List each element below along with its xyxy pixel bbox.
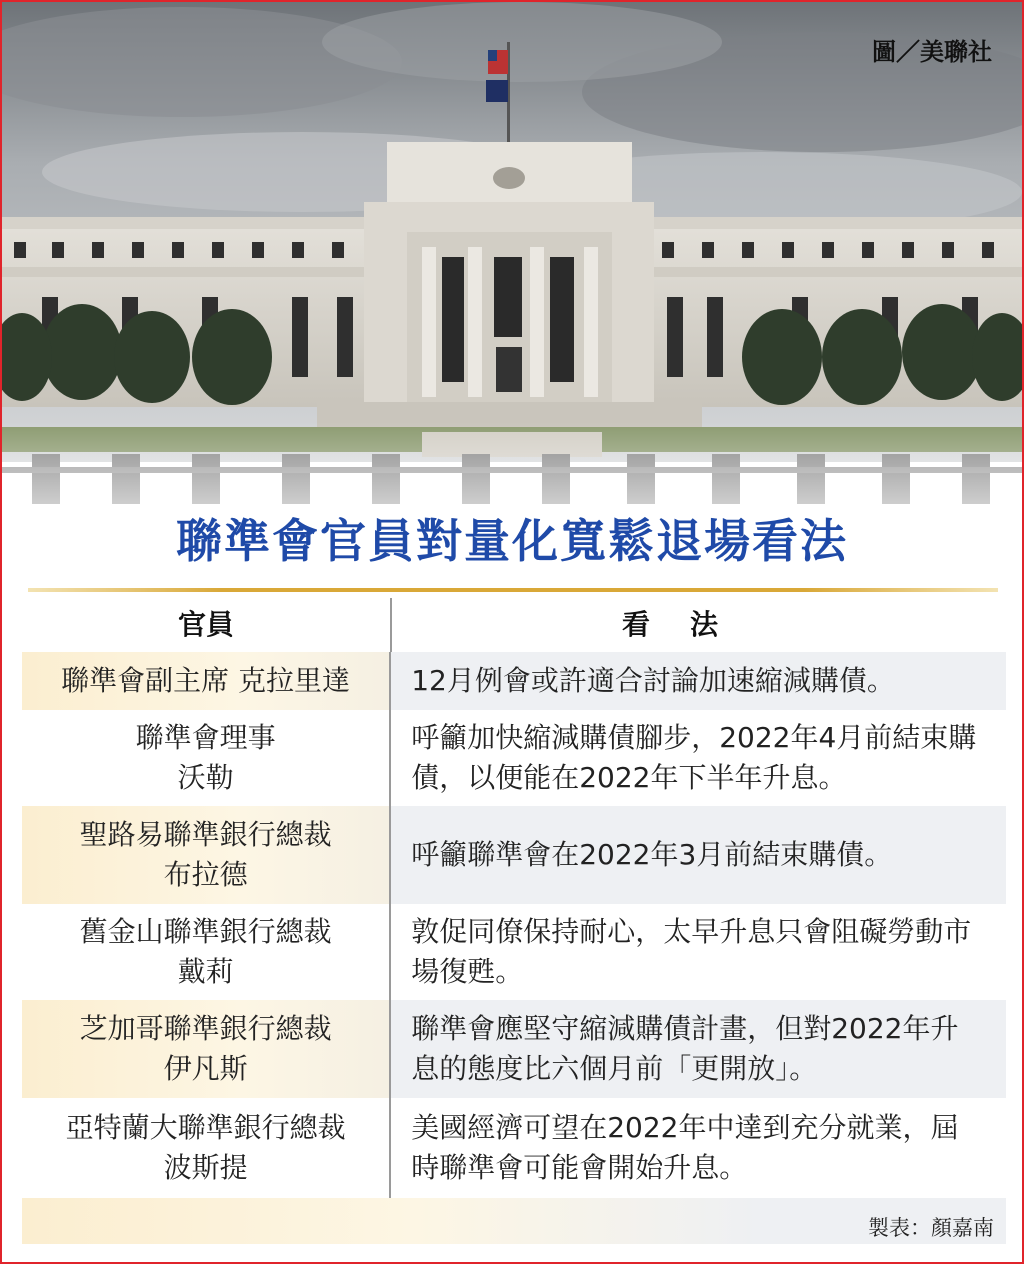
official-name: 戴莉 [177,955,234,988]
view-text: 12月例會或許適合討論加速縮減購債。 [411,664,895,697]
officials-table [22,598,1006,1198]
official-title: 亞特蘭大聯準銀行總裁 [65,1111,346,1144]
photo-credit: 圖／美聯社 [872,38,992,66]
official-cell [22,806,389,904]
view-text: 呼籲加快縮減購債腳步，2022年4月前結束購債，以便能在2022年下半年升息。 [411,721,977,794]
table-row [22,710,1006,806]
official-cell [22,904,389,1000]
table-row [22,652,1006,710]
header-official: 官員 [177,608,234,641]
table-row [22,1000,1006,1098]
table-row [22,904,1006,1000]
view-cell [389,1098,1006,1198]
official-title: 芝加哥聯準銀行總裁 [79,1012,332,1045]
table-row [22,806,1006,904]
maker-credit: 製表：顏嘉南 [868,1216,994,1240]
view-text: 聯準會應堅守縮減購債計畫，但對2022年升息的態度比六個月前「更開放」。 [411,1012,959,1085]
view-cell [389,904,1006,1000]
official-cell [22,710,389,806]
official-title: 舊金山聯準銀行總裁 [79,915,332,948]
table-header-row [22,598,1006,652]
table-row [22,1098,1006,1198]
official-name: 聯準會副主席 克拉里達 [61,664,351,697]
infographic-title: 聯準會官員對量化寬鬆退場看法 [176,514,848,568]
view-cell [389,1000,1006,1098]
official-cell [22,1098,389,1198]
view-text: 呼籲聯準會在2022年3月前結束購債。 [411,838,893,871]
official-name: 布拉德 [163,858,248,891]
view-cell [389,652,1006,710]
official-title: 聖路易聯準銀行總裁 [79,818,332,851]
official-name: 沃勒 [177,761,234,794]
official-cell [22,1000,389,1098]
view-cell [389,806,1006,904]
view-cell [389,710,1006,806]
view-text: 敦促同僚保持耐心，太早升息只會阻礙勞動市場復甦。 [411,915,972,988]
official-name: 波斯提 [163,1151,248,1184]
federal-reserve-photo [2,2,1022,562]
official-cell [22,652,389,710]
view-text: 美國經濟可望在2022年中達到充分就業，屆時聯準會可能會開始升息。 [411,1111,959,1184]
header-view: 看法 [390,598,988,652]
title-divider [28,588,998,592]
official-title: 聯準會理事 [135,721,276,754]
official-name: 伊凡斯 [163,1052,248,1085]
table-footer [22,1198,1006,1244]
